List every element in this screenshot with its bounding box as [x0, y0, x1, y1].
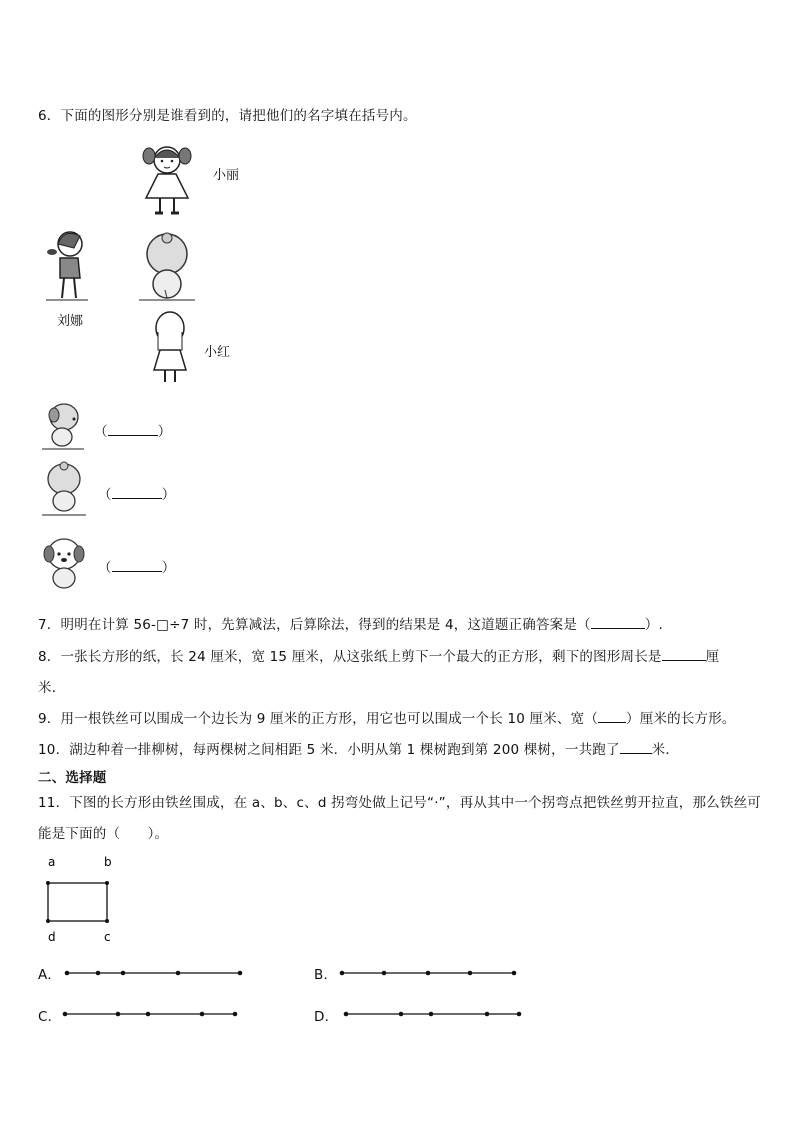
option-b-wire[interactable]: [337, 966, 521, 980]
q7-blank[interactable]: [591, 616, 645, 629]
option-a-wire[interactable]: [62, 966, 246, 980]
q7: 7．明明在计算 56-□÷7 时，先算减法，后算除法，得到的结果是 4，这道题正确答案是（ ）.: [38, 617, 663, 633]
girl-front-figure: [136, 140, 198, 218]
q11-line2: 能是下面的（ ）。: [38, 826, 169, 842]
q6-stem: 6．下面的图形分别是谁看到的，请把他们的名字填在括号内。: [38, 108, 417, 124]
name-xiaoli: 小丽: [213, 168, 240, 183]
q8-blank[interactable]: [662, 648, 706, 661]
option-a-label[interactable]: A．: [38, 967, 62, 983]
q8-line2: 米．: [38, 680, 66, 696]
option-c-wire[interactable]: [60, 1007, 244, 1021]
name-liuna: 刘娜: [57, 314, 84, 329]
corner-d: d: [48, 930, 56, 944]
name-xiaohong: 小红: [204, 345, 231, 360]
q9-blank[interactable]: [598, 710, 626, 723]
toy-back-figure: [137, 230, 197, 304]
answer-1: （ ）: [94, 424, 172, 440]
q8-line1: 8．一张长方形的纸，长 24 厘米，宽 15 厘米，从这张纸上剪下一个最大的正方形，剩下的图形周长是 厘: [38, 649, 720, 665]
answer-2-blank[interactable]: [112, 486, 162, 499]
option-b-label[interactable]: B．: [314, 967, 338, 983]
section-title: 二、选择题: [38, 770, 107, 786]
option-d-wire[interactable]: [341, 1007, 525, 1021]
answer-2: （ ）: [98, 487, 176, 503]
girl-side-figure: [40, 226, 94, 304]
q10: 10．湖边种着一排柳树，每两棵树之间相距 5 米．小明从第 1 棵树跑到第 200 棵树，一共跑了 米．: [38, 742, 680, 758]
corner-a: a: [48, 855, 56, 869]
answer-1-blank[interactable]: [108, 423, 158, 436]
q10-blank[interactable]: [620, 741, 652, 754]
answer-3-blank[interactable]: [112, 559, 162, 572]
toy-back-small-figure: [40, 461, 88, 517]
toy-front-figure: [40, 536, 88, 594]
corner-c: c: [104, 930, 111, 944]
corner-b: b: [104, 855, 112, 869]
option-c-label[interactable]: C．: [38, 1009, 62, 1025]
q9: 9．用一根铁丝可以围成一个边长为 9 厘米的正方形，用它也可以围成一个长 10 厘米、宽（ ）厘米的长方形。: [38, 711, 736, 727]
q11-line1: 11．下图的长方形由铁丝围成，在 a、b、c、d 拐弯处做上记号“·”，再从其中一个拐弯点把铁丝剪开拉直，那么铁丝可: [38, 795, 761, 811]
wire-rectangle-diagram: [40, 852, 120, 946]
toy-side-figure: [40, 401, 86, 451]
answer-3: （ ）: [98, 560, 176, 576]
girl-back-figure: [148, 310, 192, 386]
option-d-label[interactable]: D．: [314, 1009, 339, 1025]
